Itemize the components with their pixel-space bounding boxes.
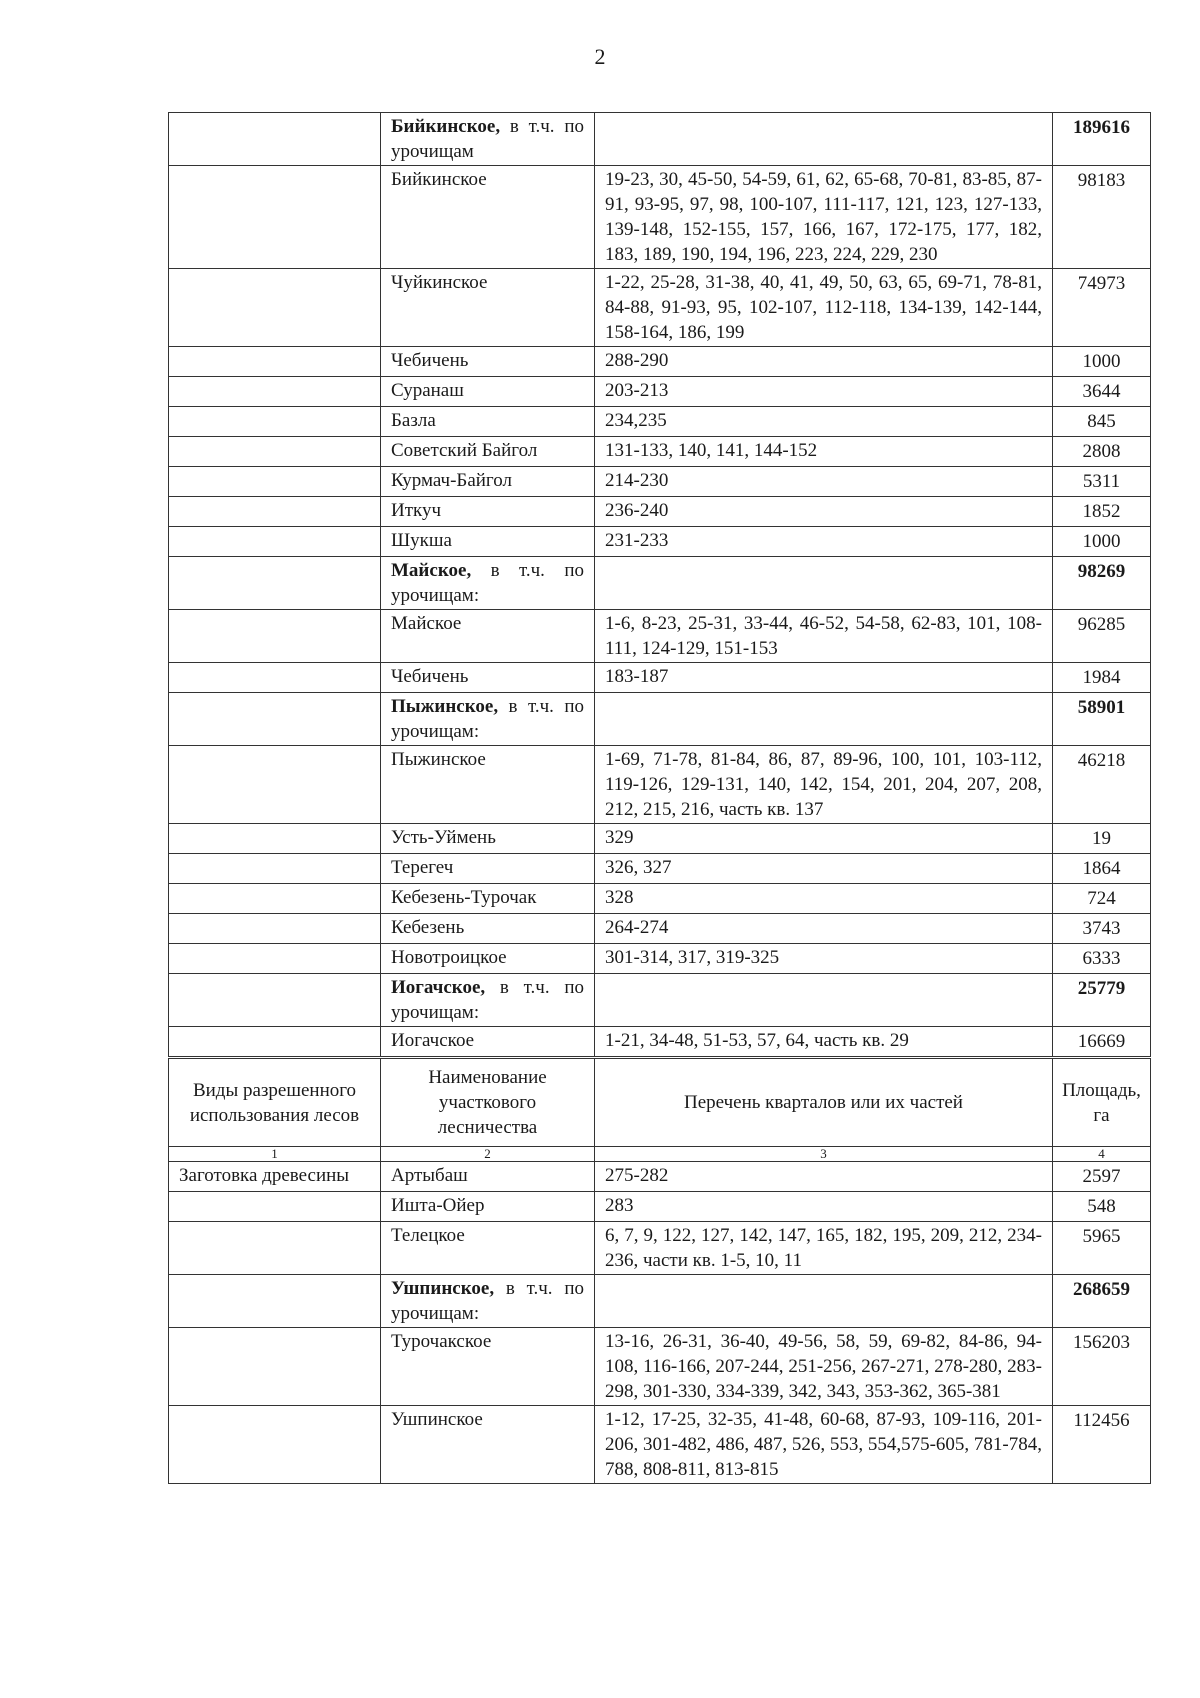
area-cell: 19 [1053,824,1151,854]
area-cell: 1984 [1053,663,1151,693]
forestry-name-cell [381,884,595,914]
forestry-name-cell [381,974,595,1027]
area-cell: 3644 [1053,377,1151,407]
use-type-cell [169,467,381,497]
forestry-name: Новотроицкое [391,947,507,968]
forestry-name-cell [381,166,595,269]
quarters-cell: 1-22, 25-28, 31-38, 40, 41, 49, 50, 63, 65, 69-71, 78-81, 84-88, 91-93, 95, 102-107, 112-118, 134-139, 142-144, 158-164, 186, 199 [595,269,1053,347]
table-row [169,1162,1151,1192]
forestry-name-cell [381,944,595,974]
column-index: 3 [595,1147,1053,1162]
forestry-name: Ушпинское, [391,1278,495,1299]
quarters-cell [595,113,1053,166]
use-type-cell [169,1406,381,1484]
area-cell: 74973 [1053,269,1151,347]
forestry-name-cell [381,1027,595,1057]
quarters-cell: 231-233 [595,527,1053,557]
area-cell: 5965 [1053,1222,1151,1275]
forestry-name-note: в т.ч. по урочищам [391,116,584,162]
forestry-name-cell [381,663,595,693]
table-row [169,377,1151,407]
table-row [169,527,1151,557]
forestry-name: Артыбаш [391,1165,468,1186]
group-row [169,974,1151,1027]
use-type-cell [169,914,381,944]
forestry-name-note: в т.ч. по урочищам: [391,1278,584,1324]
use-type-cell [169,166,381,269]
use-type-cell [169,377,381,407]
forestry-name: Советский Байгол [391,440,538,461]
use-type-cell [169,746,381,824]
forestry-name-cell [381,347,595,377]
quarters-cell [595,557,1053,610]
table-row [169,467,1151,497]
forestry-name: Телецкое [391,1225,465,1246]
quarters-cell [595,693,1053,746]
area-cell: 25779 [1053,974,1151,1027]
area-cell: 98269 [1053,557,1151,610]
forest-quarters-table-continued [168,112,1151,1057]
forestry-name-cell [381,854,595,884]
use-type-cell [169,347,381,377]
quarters-cell: 264-274 [595,914,1053,944]
area-cell: 1000 [1053,527,1151,557]
quarters-cell: 283 [595,1192,1053,1222]
forest-use-table [168,1058,1151,1484]
area-cell: 2808 [1053,437,1151,467]
forestry-name-cell [381,557,595,610]
forestry-name-cell [381,1222,595,1275]
forestry-name: Иткуч [391,500,442,521]
table-row [169,944,1151,974]
forestry-name: Пыжинское [391,749,486,770]
quarters-cell: 301-314, 317, 319-325 [595,944,1053,974]
use-type-cell [169,113,381,166]
forestry-name: Кебезень-Турочак [391,887,537,908]
quarters-cell: 183-187 [595,663,1053,693]
use-type-cell [169,557,381,610]
forestry-name-cell [381,437,595,467]
quarters-cell [595,1275,1053,1328]
quarters-cell: 236-240 [595,497,1053,527]
forestry-name-cell [381,377,595,407]
quarters-cell: 1-69, 71-78, 81-84, 86, 87, 89-96, 100, 101, 103-112, 119-126, 129-131, 140, 142, 154, 201, 204, 207, 208, 212, 215, 216, часть кв. 137 [595,746,1053,824]
quarters-cell: 1-6, 8-23, 25-31, 33-44, 46-52, 54-58, 62-83, 101, 108-111, 124-129, 151-153 [595,610,1053,663]
forestry-name: Турочакское [391,1331,492,1352]
quarters-cell: 328 [595,884,1053,914]
forestry-name: Бийкинское [391,169,487,190]
use-type-cell [169,527,381,557]
table-row [169,166,1151,269]
table-header-row [169,1059,1151,1147]
quarters-cell: 288-290 [595,347,1053,377]
quarters-cell: 1-12, 17-25, 32-35, 41-48, 60-68, 87-93, 109-116, 201-206, 301-482, 486, 487, 526, 553, 554,575-605, 781-784, 788, 808-811, 813-815 [595,1406,1053,1484]
quarters-cell: 329 [595,824,1053,854]
table-row [169,854,1151,884]
table-row [169,1027,1151,1057]
table-row [169,269,1151,347]
quarters-cell: 13-16, 26-31, 36-40, 49-56, 58, 59, 69-82, 84-86, 94-108, 116-166, 207-244, 251-256, 267-271, 278-280, 283-298, 301-330, 334-339, 342, 343, 353-362, 365-381 [595,1328,1053,1406]
forestry-name-note: в т.ч. по урочищам: [391,696,584,742]
area-cell: 96285 [1053,610,1151,663]
quarters-cell: 131-133, 140, 141, 144-152 [595,437,1053,467]
area-cell: 189616 [1053,113,1151,166]
forestry-name-cell [381,527,595,557]
area-cell: 1000 [1053,347,1151,377]
use-type-cell [169,1328,381,1406]
area-cell: 548 [1053,1192,1151,1222]
quarters-cell: 6, 7, 9, 122, 127, 142, 147, 165, 182, 195, 209, 212, 234-236, части кв. 1-5, 10, 11 [595,1222,1053,1275]
forestry-name: Усть-Уймень [391,827,496,848]
table-row [169,663,1151,693]
header-area: Площадь, га [1053,1059,1151,1147]
quarters-cell: 1-21, 34-48, 51-53, 57, 64, часть кв. 29 [595,1027,1053,1057]
table-row [169,347,1151,377]
table-body [169,1162,1151,1484]
forestry-name-cell [381,113,595,166]
area-cell: 845 [1053,407,1151,437]
forestry-name: Чуйкинское [391,272,488,293]
forestry-name-cell [381,1275,595,1328]
forestry-name: Чебичень [391,666,469,687]
area-cell: 2597 [1053,1162,1151,1192]
use-type-cell [169,1192,381,1222]
table-row [169,407,1151,437]
area-cell: 1852 [1053,497,1151,527]
table-row [169,1328,1151,1406]
forestry-name-note: в т.ч. по урочищам: [391,977,584,1023]
forestry-name: Майское, [391,560,472,581]
use-type-cell [169,854,381,884]
use-type-cell [169,824,381,854]
use-type-cell [169,974,381,1027]
forestry-name-cell [381,824,595,854]
forestry-name: Базла [391,410,436,431]
forestry-name: Пыжинское, [391,696,499,717]
header-quarters: Перечень кварталов или их частей [595,1059,1053,1147]
use-type-cell [169,407,381,437]
forestry-name-cell [381,407,595,437]
use-type-cell [169,884,381,914]
forestry-name: Суранаш [391,380,464,401]
forestry-name: Терегеч [391,857,454,878]
use-type-cell [169,663,381,693]
table-row [169,437,1151,467]
table-row [169,1222,1151,1275]
header-forestry-name: Наименование участкового лесничества [381,1059,595,1147]
forestry-name-note: в т.ч. по урочищам: [391,560,584,606]
column-index: 2 [381,1147,595,1162]
column-index: 1 [169,1147,381,1162]
table-row [169,914,1151,944]
table-row [169,746,1151,824]
forestry-name-cell [381,467,595,497]
area-cell: 5311 [1053,467,1151,497]
header-use-type: Виды разрешенного использования лесов [169,1059,381,1147]
area-cell: 58901 [1053,693,1151,746]
use-type-cell [169,269,381,347]
use-type-cell [169,497,381,527]
use-type-cell [169,944,381,974]
use-type-cell [169,1222,381,1275]
forestry-name: Шукша [391,530,452,551]
group-row [169,113,1151,166]
forestry-name: Чебичень [391,350,469,371]
area-cell: 1864 [1053,854,1151,884]
quarters-cell: 326, 327 [595,854,1053,884]
quarters-cell [595,974,1053,1027]
forestry-name-cell [381,914,595,944]
forestry-name-cell [381,269,595,347]
forestry-name: Курмач-Байгол [391,470,512,491]
table-body [169,113,1151,1057]
use-type-cell [169,1275,381,1328]
use-type-cell [169,610,381,663]
area-cell: 156203 [1053,1328,1151,1406]
area-cell: 16669 [1053,1027,1151,1057]
area-cell: 724 [1053,884,1151,914]
table-row [169,1406,1151,1484]
table-row [169,610,1151,663]
area-cell: 98183 [1053,166,1151,269]
forestry-name-cell [381,610,595,663]
group-row [169,1275,1151,1328]
quarters-cell: 214-230 [595,467,1053,497]
forestry-name-cell [381,693,595,746]
table-row [169,1192,1151,1222]
area-cell: 6333 [1053,944,1151,974]
forestry-name-cell [381,1406,595,1484]
group-row [169,693,1151,746]
page-number: 2 [594,44,606,69]
table-row [169,884,1151,914]
forestry-name-cell [381,746,595,824]
use-type-cell [169,693,381,746]
forestry-name: Иогачское, [391,977,486,998]
forestry-name: Кебезень [391,917,465,938]
forestry-name-cell [381,1328,595,1406]
forestry-name: Ушпинское [391,1409,483,1430]
area-cell: 268659 [1053,1275,1151,1328]
use-type-cell [169,1027,381,1057]
forestry-name: Ишта-Ойер [391,1195,485,1216]
quarters-cell: 19-23, 30, 45-50, 54-59, 61, 62, 65-68, 70-81, 83-85, 87-91, 93-95, 97, 98, 100-107, 111-117, 121, 123, 127-133, 139-148, 152-155, 157, 166, 167, 172-175, 177, 182, 183, 189, 190, 194, 196, 223, 224, 229, 230 [595,166,1053,269]
forestry-name: Бийкинское, [391,116,501,137]
use-type-cell [169,437,381,467]
column-index: 4 [1053,1147,1151,1162]
quarters-cell: 203-213 [595,377,1053,407]
table-row [169,497,1151,527]
use-type-cell: Заготовка древесины [169,1162,381,1192]
area-cell: 3743 [1053,914,1151,944]
forestry-name-cell [381,1162,595,1192]
group-row [169,557,1151,610]
quarters-cell: 275-282 [595,1162,1053,1192]
area-cell: 112456 [1053,1406,1151,1484]
forestry-name: Майское [391,613,462,634]
forestry-name: Иогачское [391,1030,475,1051]
column-index-row [169,1147,1151,1162]
table-row [169,824,1151,854]
forestry-name-cell [381,497,595,527]
area-cell: 46218 [1053,746,1151,824]
quarters-cell: 234,235 [595,407,1053,437]
forestry-name-cell [381,1192,595,1222]
